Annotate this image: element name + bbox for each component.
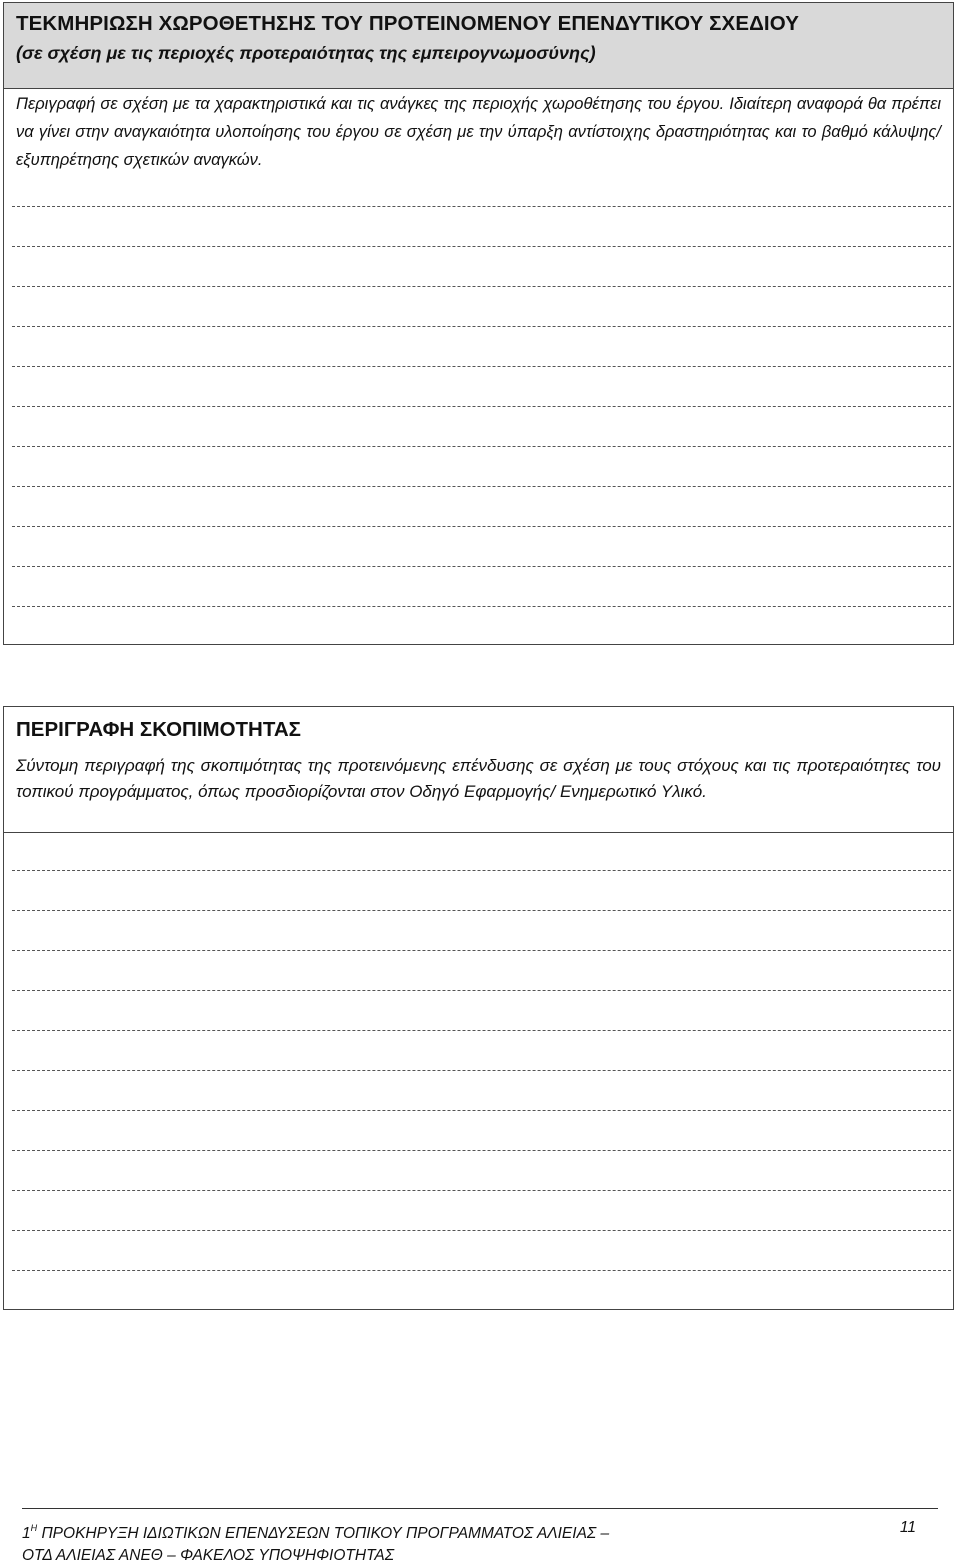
answer-line: [12, 486, 951, 487]
section-title: ΤΕΚΜΗΡΙΩΣΗ ΧΩΡΟΘΕΤΗΣΗΣ ΤΟΥ ΠΡΟΤΕΙΝΟΜΕΝΟΥ ΕΠΕΝΔΥΤΙΚΟΥ ΣΧΕΔΙΟΥ: [16, 12, 799, 35]
answer-line: [12, 1070, 951, 1071]
answer-line: [12, 326, 951, 327]
page-footer: [22, 1508, 938, 1567]
answer-line: [12, 606, 951, 607]
footer-line-2: ΟΤΔ ΑΛΙΕΙΑΣ ΑΝΕΘ – ΦΑΚΕΛΟΣ ΥΠΟΨΗΦΙΟΤΗΤΑΣ: [22, 1547, 395, 1564]
footer-ordinal-sup: Η: [30, 1523, 38, 1533]
answer-line: [12, 366, 951, 367]
answer-line: [12, 1270, 951, 1271]
footer-line-1: ΠΡΟΚΗΡΥΞΗ ΙΔΙΩΤΙΚΩΝ ΕΠΕΝΔΥΣΕΩΝ ΤΟΠΙΚΟΥ ΠΡΟΓΡΑΜΜΑΤΟΣ ΑΛΙΕΙΑΣ –: [41, 1525, 610, 1542]
answer-line: [12, 286, 951, 287]
answer-line: [12, 870, 951, 871]
location-justification-section: [3, 2, 954, 645]
section-subtitle: (σε σχέση με τις περιοχές προτεραιότητας της εμπειρογνωμοσύνης): [16, 43, 596, 63]
section-instructions: Σύντομη περιγραφή της σκοπιμότητας της προτεινόμενης επένδυσης σε σχέση με τους στόχους και τις προτεραιότητες του τοπικού προγράμματος, όπως προσδιορίζονται στον Οδηγό Εφαρμογής/ Ενημερωτικό Υλικό.: [16, 756, 941, 801]
answer-line: [12, 526, 951, 527]
answer-line: [12, 910, 951, 911]
section-title: ΠΕΡΙΓΡΑΦΗ ΣΚΟΠΙΜΟΤΗΤΑΣ: [16, 718, 301, 741]
answer-line: [12, 1030, 951, 1031]
section-instructions: Περιγραφή σε σχέση με τα χαρακτηριστικά και τις ανάγκες της περιοχής χωροθέτησης του έργου. Ιδιαίτερη αναφορά θα πρέπει να γίνει στην αναγκαιότητα υλοποίησης του έργου σε σχέση με την ύπαρξη αντίστοιχης δραστηριότητας και το βαθμό κάλυψης/εξυπηρέτησης σχετικών αναγκών.: [16, 95, 941, 169]
answer-line: [12, 1150, 951, 1151]
answer-line: [12, 246, 951, 247]
answer-line: [12, 566, 951, 567]
section-header: [4, 707, 953, 833]
answer-line: [12, 1110, 951, 1111]
purpose-description-section: [3, 706, 954, 1310]
footer-ordinal: 1: [22, 1525, 31, 1542]
page-number: 11: [899, 1519, 916, 1536]
answer-line: [12, 446, 951, 447]
section-header: [4, 3, 953, 89]
answer-line: [12, 950, 951, 951]
answer-line: [12, 990, 951, 991]
answer-line: [12, 406, 951, 407]
answer-line: [12, 1230, 951, 1231]
answer-line: [12, 206, 951, 207]
answer-line: [12, 1190, 951, 1191]
